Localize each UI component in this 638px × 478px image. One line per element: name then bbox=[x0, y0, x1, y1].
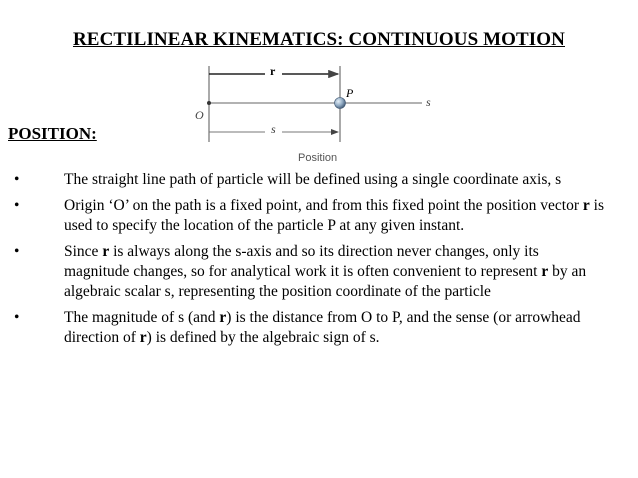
bullet-item bbox=[0, 170, 638, 190]
bullet-icon: • bbox=[14, 243, 20, 260]
bullet-list bbox=[0, 170, 638, 354]
particle-p bbox=[335, 98, 346, 109]
label-p: P bbox=[346, 86, 354, 100]
label-s-axis: s bbox=[426, 95, 431, 109]
label-s: s bbox=[271, 122, 276, 136]
label-r: r bbox=[270, 64, 276, 78]
bullet-text: Since r is always along the s-axis and so its direction never changes, only its magnitude changes, so for analytical work it is often convenient to represent r by an algebraic scalar s, representing the position coordinate of the particle bbox=[64, 243, 587, 300]
bullet-icon: • bbox=[14, 309, 20, 326]
bullet-icon: • bbox=[14, 171, 20, 188]
bullet-item bbox=[0, 308, 638, 348]
bullet-icon: • bbox=[14, 197, 20, 214]
bullet-text: The straight line path of particle will be defined using a single coordinate axis, s bbox=[64, 171, 562, 188]
figure-caption: Position bbox=[298, 152, 338, 164]
section-heading: POSITION: bbox=[8, 124, 97, 143]
bullet-item bbox=[0, 242, 638, 302]
slide-title: RECTILINEAR KINEMATICS: CONTINUOUS MOTION bbox=[72, 29, 565, 50]
position-figure bbox=[190, 62, 450, 168]
origin-point bbox=[207, 101, 211, 105]
bullet-text: Origin ‘O’ on the path is a fixed point, and from this fixed point the position vector r is used to specify the location of the particle P at any given instant. bbox=[64, 197, 604, 234]
bullet-item bbox=[0, 196, 638, 236]
bullet-text: The magnitude of s (and r) is the distance from O to P, and the sense (or arrowhead direction of r) is defined by the algebraic sign of s. bbox=[64, 309, 581, 346]
label-origin: O bbox=[195, 108, 204, 122]
